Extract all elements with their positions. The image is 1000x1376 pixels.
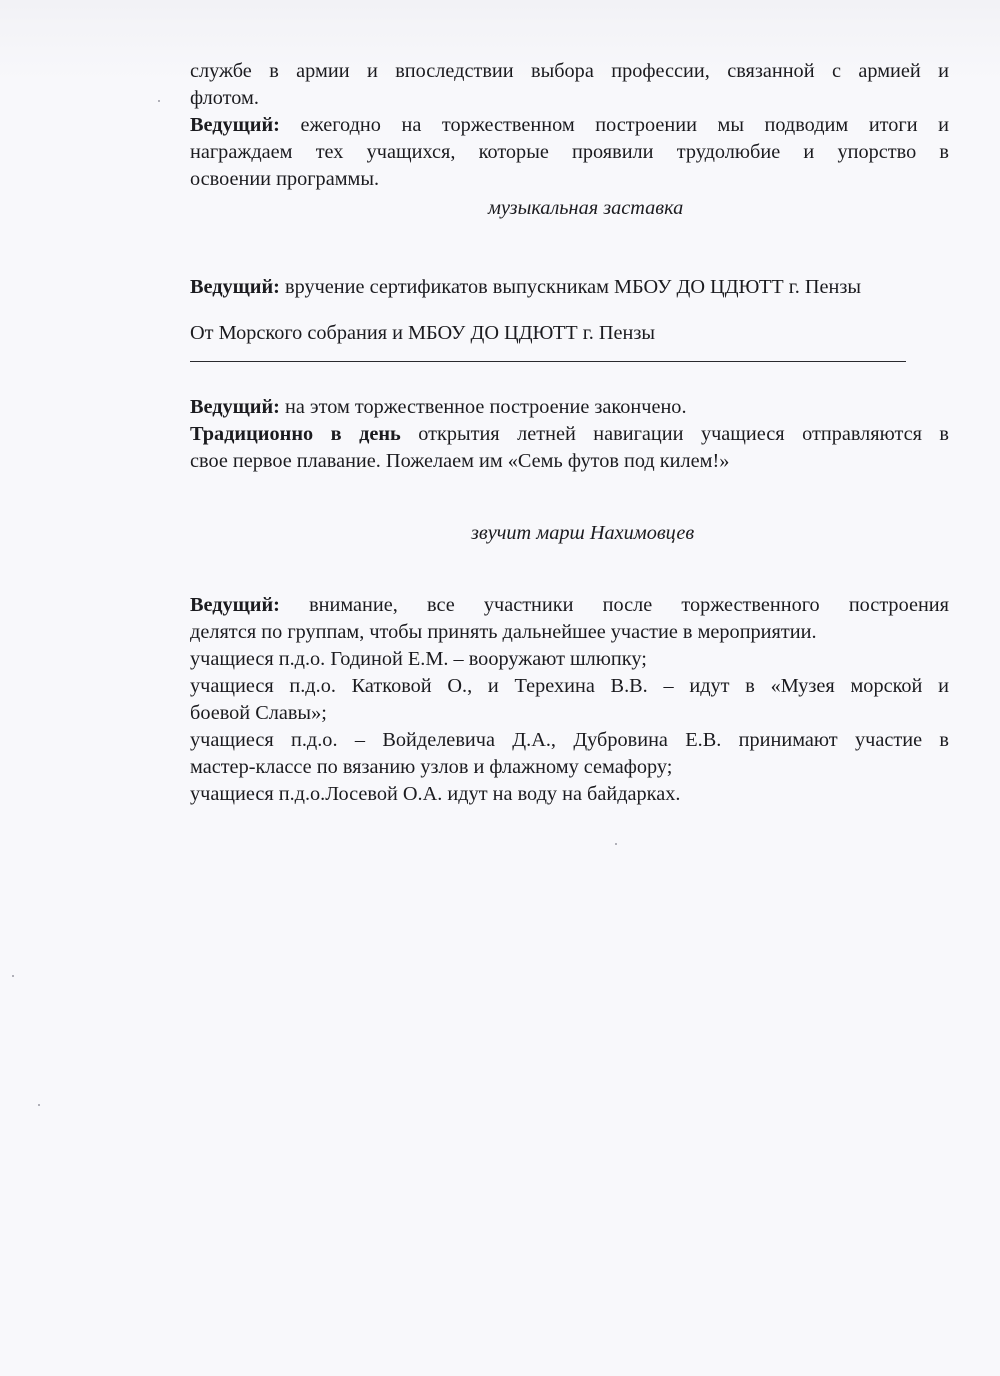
paragraph-tradition — [190, 421, 949, 475]
paragraph-line — [190, 592, 949, 619]
paragraph-service — [190, 58, 949, 112]
stage-direction-text: звучит марш Нахимовцев — [471, 522, 695, 544]
paragraph-text: вручение сертификатов выпускникам МБОУ ДО ЦДЮТТ г. Пензы — [279, 276, 862, 298]
stage-direction — [190, 195, 949, 222]
signature-line — [190, 361, 906, 362]
scan-speck — [38, 1104, 40, 1106]
group-list — [190, 646, 949, 808]
paragraph-line: награждаем тех учащихся, которые проявили трудолюбие и упорство в — [190, 141, 949, 163]
paragraph-text: внимание, все участники после торжественного построения — [279, 594, 949, 616]
document-body — [190, 58, 949, 808]
speaker-label: Ведущий: — [190, 594, 280, 616]
list-item: учащиеся п.д.о. Катковой О., и Терехина В.В. – идут в «Музея морской и — [190, 675, 949, 697]
speaker-label: Ведущий: — [190, 114, 280, 136]
stage-direction-text: музыкальная заставка — [488, 197, 684, 219]
paragraph-awards — [190, 112, 949, 193]
paragraph-closing — [190, 394, 949, 421]
list-item-continuation: боевой Славы»; — [190, 702, 327, 724]
paragraph-text: открытия летней навигации учащиеся отправляются в — [400, 423, 949, 445]
paragraph-line: делятся по группам, чтобы принять дальнейшее участие в мероприятии. — [190, 621, 817, 643]
list-item: учащиеся п.д.о. – Войделевича Д.А., Дубровина Е.В. принимают участие в — [190, 729, 949, 751]
list-item: учащиеся п.д.о.Лосевой О.А. идут на воду на байдарках. — [190, 783, 681, 805]
paragraph-certificates — [190, 274, 949, 301]
paragraph-line: флотом. — [190, 87, 259, 109]
list-item-continuation: мастер-классе по вязанию узлов и флажному семафору; — [190, 756, 673, 778]
paragraph-text: на этом торжественное построение закончено. — [279, 396, 687, 418]
scan-speck — [158, 100, 160, 102]
paragraph-groups — [190, 592, 949, 646]
list-item: учащиеся п.д.о. Годиной Е.М. – вооружают шлюпку; — [190, 648, 647, 670]
paragraph-line: свое первое плавание. Пожелаем им «Семь футов под килем!» — [190, 450, 730, 472]
speaker-label: Ведущий: — [190, 276, 280, 298]
stage-direction — [190, 520, 949, 547]
speaker-label: Ведущий: — [190, 396, 280, 418]
paragraph-line — [190, 112, 949, 139]
paragraph-text: ежегодно на торжественном построении мы подводим итоги и — [279, 114, 949, 136]
scan-speck — [615, 843, 617, 845]
paragraph-from: От Морского собрания и МБОУ ДО ЦДЮТТ г. Пензы — [190, 322, 656, 344]
paragraph-line — [190, 421, 949, 448]
bold-lead: Традиционно в день — [190, 423, 401, 445]
paragraph-line: освоении программы. — [190, 168, 380, 190]
paragraph-line: службе в армии и впоследствии выбора профессии, связанной с армией и — [190, 60, 949, 82]
scan-speck — [12, 975, 14, 977]
